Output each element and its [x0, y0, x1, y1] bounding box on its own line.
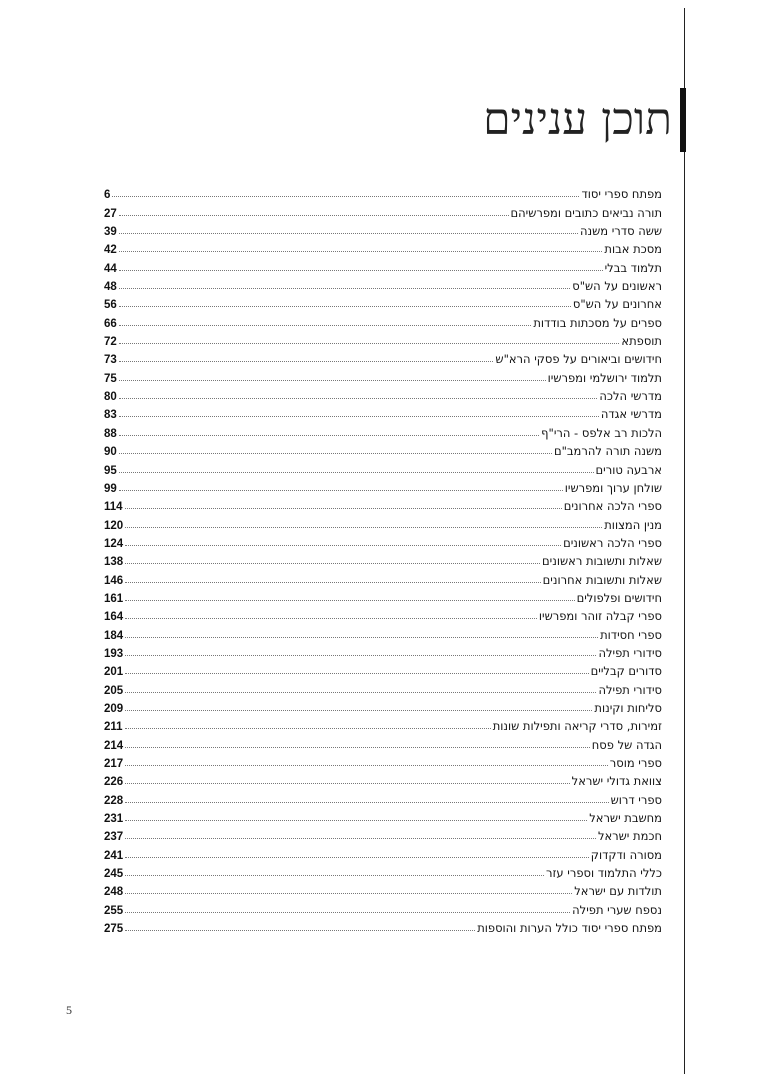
toc-entry[interactable] [104, 660, 662, 678]
toc-entry-page: 99 [104, 482, 117, 495]
toc-entry-label: ספרים על מסכתות בודדות [533, 315, 662, 330]
dot-leader [119, 416, 599, 417]
toc-entry[interactable] [104, 256, 662, 274]
toc-entry-label: סידורי תפילה [598, 645, 662, 660]
toc-entry-label: ספרי מוסר [609, 756, 662, 770]
dot-leader [112, 196, 579, 197]
toc-entry[interactable] [104, 568, 662, 586]
toc-entry[interactable] [104, 458, 662, 476]
dot-leader [119, 472, 594, 473]
toc-entry-label: סדורים קבליים [590, 664, 662, 679]
toc-entry[interactable] [104, 513, 662, 531]
toc-entry-page: 138 [104, 556, 124, 569]
toc-entry[interactable] [104, 752, 662, 770]
toc-entry-page: 83 [104, 409, 117, 422]
toc-entry-label: מסכת אבות [604, 242, 662, 257]
page-number: 5 [66, 1003, 72, 1017]
dot-leader [119, 270, 603, 271]
toc-entry[interactable] [104, 238, 662, 256]
toc-entry-label: מסורה ודקדוק [590, 847, 662, 862]
toc-entry-page: 73 [104, 354, 117, 367]
toc-entry[interactable] [104, 605, 662, 623]
title-accent-bar [680, 88, 686, 152]
toc-entry-label: ספרי חסידות [600, 627, 662, 642]
toc-entry[interactable] [104, 330, 662, 348]
toc-entry-page: 88 [104, 427, 117, 440]
dot-leader [119, 233, 578, 234]
toc-entry-page: 201 [104, 666, 124, 679]
toc-entry-label: צוואת גדולי ישראל [571, 774, 662, 789]
dot-leader [125, 673, 588, 674]
toc-entry-page: 27 [104, 207, 117, 220]
toc-entry-label: חידושים ופלפולים [576, 590, 662, 605]
toc-entry-label: חידושים וביאורים על פסקי הרא"ש [495, 352, 662, 367]
toc-entry-page: 245 [104, 868, 124, 881]
toc-entry-page: 80 [104, 391, 117, 404]
toc-entry-page: 120 [104, 519, 124, 532]
margin-rule [684, 8, 685, 1074]
toc-entry-label: משנה תורה להרמב"ם [553, 444, 662, 459]
dot-leader [125, 857, 589, 858]
toc-entry[interactable] [104, 642, 662, 660]
table-of-contents [104, 183, 662, 935]
toc-entry[interactable] [104, 678, 662, 696]
toc-entry[interactable] [104, 770, 662, 788]
dot-leader [125, 765, 608, 766]
dot-leader [125, 747, 590, 748]
dot-leader [119, 306, 571, 307]
dot-leader [119, 435, 539, 436]
toc-entry-label: תוספתא [621, 334, 662, 349]
toc-entry-page: 275 [104, 923, 124, 936]
toc-entry-label: שולחן ערוך ומפרשיו [564, 480, 662, 495]
toc-entry-label: כללי התלמוד וספרי עזר [545, 866, 662, 881]
toc-entry-page: 95 [104, 464, 117, 477]
dot-leader [125, 563, 540, 564]
toc-entry[interactable] [104, 201, 662, 219]
toc-entry-label: סליחות וקינות [594, 700, 662, 715]
toc-entry[interactable] [104, 733, 662, 751]
dot-leader [119, 215, 509, 216]
toc-entry-page: 231 [104, 813, 124, 826]
toc-entry-page: 161 [104, 592, 124, 605]
toc-entry-page: 226 [104, 776, 124, 789]
toc-entry-page: 56 [104, 299, 117, 312]
toc-entry-label: ספרי הלכה ראשונים [563, 535, 662, 550]
toc-entry[interactable] [104, 862, 662, 880]
toc-entry[interactable] [104, 366, 662, 384]
dot-leader [119, 453, 552, 454]
dot-leader [125, 508, 562, 509]
toc-entry-label: מחשבת ישראל [589, 811, 662, 826]
toc-entry[interactable] [104, 788, 662, 806]
dot-leader [125, 820, 587, 821]
toc-entry-label: שאלות ותשובות ראשונים [542, 554, 662, 569]
dot-leader [125, 728, 491, 729]
dot-leader [119, 251, 603, 252]
toc-entry-label: זמירות, סדרי קריאה ותפילות שונות [492, 719, 662, 734]
toc-entry-page: 72 [104, 336, 117, 349]
toc-entry-page: 48 [104, 281, 117, 294]
toc-entry-page: 90 [104, 446, 117, 459]
dot-leader [125, 875, 544, 876]
dot-leader [125, 912, 570, 913]
toc-entry-label: תלמוד בבלי [604, 260, 662, 275]
toc-entry[interactable] [104, 623, 662, 641]
toc-entry-label: שאלות ותשובות אחרונים [542, 572, 662, 587]
toc-entry-page: 114 [104, 501, 123, 514]
dot-leader [125, 783, 569, 784]
toc-entry-label: מנין המצוות [604, 517, 662, 532]
toc-entry[interactable] [104, 532, 662, 550]
toc-entry-page: 124 [104, 537, 124, 550]
toc-entry[interactable] [104, 697, 662, 715]
toc-entry-label: ארבעה טורים [595, 462, 662, 477]
toc-entry-page: 146 [104, 574, 124, 587]
toc-entry-page: 248 [104, 886, 124, 899]
toc-entry-label: ספרי דרוש [610, 792, 662, 807]
dot-leader [125, 710, 592, 711]
toc-entry-label: ראשונים על הש"ס [572, 279, 662, 294]
toc-entry[interactable] [104, 403, 662, 421]
toc-entry[interactable] [104, 440, 662, 458]
toc-entry-page: 184 [104, 629, 124, 642]
toc-entry[interactable] [104, 587, 662, 605]
toc-entry-label: חכמת ישראל [597, 829, 662, 844]
toc-entry-page: 209 [104, 702, 124, 715]
dot-leader [125, 582, 540, 583]
toc-entry-page: 42 [104, 244, 117, 257]
toc-entry-page: 75 [104, 372, 117, 385]
toc-entry-page: 205 [104, 684, 124, 697]
toc-entry[interactable] [104, 220, 662, 238]
toc-entry[interactable] [104, 843, 662, 861]
toc-entry[interactable] [104, 385, 662, 403]
toc-entry[interactable] [104, 477, 662, 495]
toc-entry-label: תלמוד ירושלמי ומפרשיו [547, 370, 662, 385]
dot-leader [125, 637, 598, 638]
toc-entry[interactable] [104, 825, 662, 843]
toc-entry[interactable] [104, 293, 662, 311]
toc-entry-page: 211 [104, 721, 123, 734]
dot-leader [125, 655, 596, 656]
dot-leader [125, 545, 561, 546]
dot-leader [125, 692, 596, 693]
dot-leader [119, 398, 598, 399]
toc-entry-label: אחרונים על הש"ס [572, 297, 662, 312]
dot-leader [119, 380, 546, 381]
toc-entry[interactable] [104, 715, 662, 733]
toc-entry-label: הלכות רב אלפס - הרי"ף [541, 425, 662, 440]
dot-leader [119, 490, 563, 491]
toc-entry-page: 214 [104, 739, 124, 752]
dot-leader [125, 838, 596, 839]
toc-entry-page: 228 [104, 794, 124, 807]
dot-leader [125, 893, 572, 894]
dot-leader [119, 361, 494, 362]
toc-entry[interactable] [104, 898, 662, 916]
toc-entry-label: ספרי קבלה זוהר ומפרשיו [538, 609, 662, 624]
toc-entry-label: ששה סדרי משנה [580, 224, 662, 239]
toc-entry[interactable] [104, 807, 662, 825]
dot-leader [125, 600, 574, 601]
toc-entry-label: מפתח ספרי יסוד כולל הערות והוספות [477, 921, 662, 936]
toc-entry[interactable] [104, 183, 662, 201]
toc-entry[interactable] [104, 311, 662, 329]
toc-entry-page: 237 [104, 831, 124, 844]
dot-leader [125, 802, 608, 803]
toc-entry-label: נספח שערי תפילה [572, 902, 662, 917]
toc-entry-page: 255 [104, 904, 124, 917]
toc-entry[interactable] [104, 917, 662, 935]
toc-entry-label: סידורי תפילה [598, 682, 662, 697]
toc-entry-label: הגדה של פסח [591, 737, 662, 752]
toc-entry-page: 6 [104, 189, 111, 202]
dot-leader [125, 930, 475, 931]
toc-entry-label: מפתח ספרי יסוד [581, 187, 662, 202]
toc-entry[interactable] [104, 275, 662, 293]
toc-entry-label: תולדות עם ישראל [574, 884, 662, 899]
toc-entry[interactable] [104, 880, 662, 898]
toc-entry-label: מדרשי הלכה [599, 389, 662, 404]
toc-entry-page: 164 [104, 611, 124, 624]
dot-leader [125, 527, 602, 528]
toc-entry-page: 44 [104, 262, 117, 275]
toc-entry-page: 66 [104, 317, 117, 330]
toc-entry-label: מדרשי אגדה [600, 407, 662, 422]
page-title: תוכן ענינים [483, 94, 672, 145]
toc-entry[interactable] [104, 495, 662, 513]
toc-entry-label: תורה נביאים כתובים ומפרשיהם [510, 205, 662, 220]
toc-entry-page: 217 [104, 758, 124, 770]
dot-leader [119, 288, 570, 289]
toc-entry[interactable] [104, 421, 662, 439]
toc-entry-label: ספרי הלכה אחרונים [563, 499, 662, 514]
dot-leader [119, 343, 620, 344]
dot-leader [125, 618, 537, 619]
toc-entry-page: 39 [104, 226, 117, 239]
toc-entry-page: 241 [104, 849, 124, 862]
toc-entry[interactable] [104, 550, 662, 568]
dot-leader [119, 325, 532, 326]
toc-entry[interactable] [104, 348, 662, 366]
toc-entry-page: 193 [104, 647, 124, 660]
